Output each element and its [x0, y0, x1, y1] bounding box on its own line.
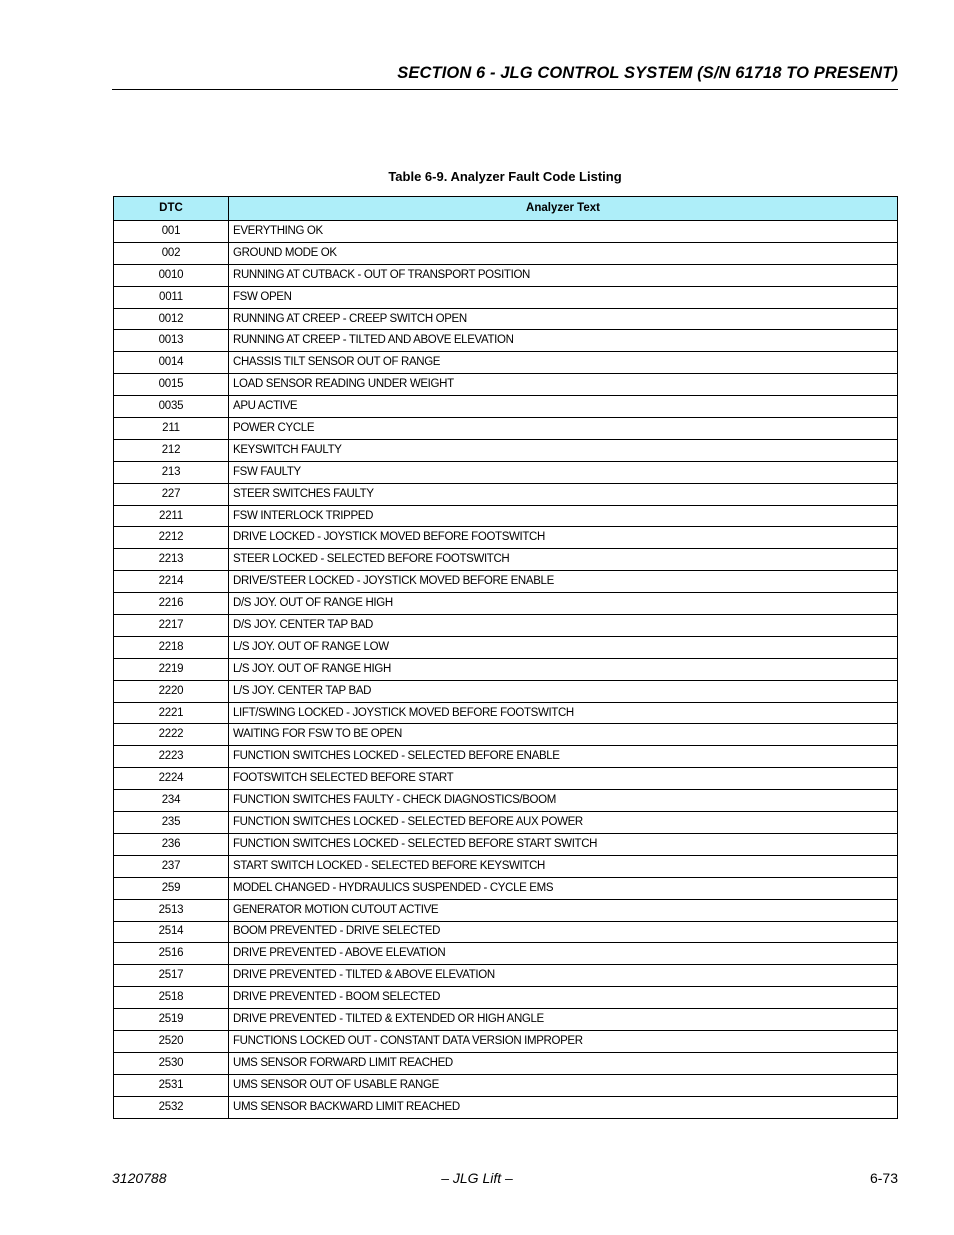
table-row [114, 1052, 898, 1074]
table-row [114, 549, 898, 571]
analyzer-text-cell: L/S JOY. OUT OF RANGE LOW [229, 636, 898, 658]
analyzer-text-cell: FSW INTERLOCK TRIPPED [229, 505, 898, 527]
table-row [114, 461, 898, 483]
dtc-cell: 0010 [114, 264, 229, 286]
analyzer-text-cell: GENERATOR MOTION CUTOUT ACTIVE [229, 899, 898, 921]
table-row [114, 593, 898, 615]
analyzer-text-cell: FOOTSWITCH SELECTED BEFORE START [229, 768, 898, 790]
table-row [114, 943, 898, 965]
table-row [114, 221, 898, 243]
analyzer-text-cell: STEER SWITCHES FAULTY [229, 483, 898, 505]
analyzer-text-cell: RUNNING AT CUTBACK - OUT OF TRANSPORT POSITION [229, 264, 898, 286]
analyzer-text-cell: L/S JOY. OUT OF RANGE HIGH [229, 658, 898, 680]
dtc-cell: 2221 [114, 702, 229, 724]
table-row [114, 812, 898, 834]
table-row [114, 286, 898, 308]
dtc-cell: 001 [114, 221, 229, 243]
table-row [114, 658, 898, 680]
table-row [114, 680, 898, 702]
dtc-cell: 235 [114, 812, 229, 834]
dtc-cell: 2513 [114, 899, 229, 921]
analyzer-text-cell: DRIVE PREVENTED - TILTED & ABOVE ELEVATION [229, 965, 898, 987]
section-title: SECTION 6 - JLG CONTROL SYSTEM (S/N 61718 TO PRESENT) [397, 64, 898, 82]
analyzer-text-cell: L/S JOY. CENTER TAP BAD [229, 680, 898, 702]
dtc-cell: 0035 [114, 396, 229, 418]
analyzer-text-cell: BOOM PREVENTED - DRIVE SELECTED [229, 921, 898, 943]
table-row [114, 352, 898, 374]
analyzer-text-cell: KEYSWITCH FAULTY [229, 439, 898, 461]
dtc-cell: 0013 [114, 330, 229, 352]
analyzer-text-cell: DRIVE PREVENTED - BOOM SELECTED [229, 987, 898, 1009]
dtc-cell: 2211 [114, 505, 229, 527]
table-row [114, 899, 898, 921]
table-row [114, 1074, 898, 1096]
dtc-cell: 2519 [114, 1009, 229, 1031]
analyzer-text-cell: CHASSIS TILT SENSOR OUT OF RANGE [229, 352, 898, 374]
table-row [114, 242, 898, 264]
table-row [114, 571, 898, 593]
table-row [114, 330, 898, 352]
analyzer-text-cell: UMS SENSOR OUT OF USABLE RANGE [229, 1074, 898, 1096]
analyzer-text-cell: UMS SENSOR BACKWARD LIMIT REACHED [229, 1096, 898, 1118]
dtc-cell: 212 [114, 439, 229, 461]
analyzer-text-cell: DRIVE/STEER LOCKED - JOYSTICK MOVED BEFORE ENABLE [229, 571, 898, 593]
table-row [114, 615, 898, 637]
dtc-cell: 0014 [114, 352, 229, 374]
table-row [114, 1009, 898, 1031]
dtc-cell: 2517 [114, 965, 229, 987]
table-row [114, 505, 898, 527]
analyzer-text-cell: DRIVE PREVENTED - ABOVE ELEVATION [229, 943, 898, 965]
analyzer-text-cell: D/S JOY. CENTER TAP BAD [229, 615, 898, 637]
analyzer-text-cell: FSW FAULTY [229, 461, 898, 483]
table-row [114, 877, 898, 899]
dtc-cell: 2224 [114, 768, 229, 790]
dtc-cell: 2520 [114, 1030, 229, 1052]
dtc-cell: 2217 [114, 615, 229, 637]
table-row [114, 439, 898, 461]
analyzer-text-cell: FUNCTION SWITCHES FAULTY - CHECK DIAGNOSTICS/BOOM [229, 790, 898, 812]
analyzer-text-cell: EVERYTHING OK [229, 221, 898, 243]
dtc-cell: 2218 [114, 636, 229, 658]
table-row [114, 527, 898, 549]
analyzer-text-cell: POWER CYCLE [229, 418, 898, 440]
analyzer-text-cell: WAITING FOR FSW TO BE OPEN [229, 724, 898, 746]
analyzer-text-cell: APU ACTIVE [229, 396, 898, 418]
dtc-cell: 2216 [114, 593, 229, 615]
dtc-cell: 2530 [114, 1052, 229, 1074]
analyzer-text-cell: RUNNING AT CREEP - TILTED AND ABOVE ELEVATION [229, 330, 898, 352]
analyzer-text-cell: FUNCTION SWITCHES LOCKED - SELECTED BEFORE AUX POWER [229, 812, 898, 834]
analyzer-text-cell: RUNNING AT CREEP - CREEP SWITCH OPEN [229, 308, 898, 330]
table-row [114, 987, 898, 1009]
analyzer-text-cell: FUNCTION SWITCHES LOCKED - SELECTED BEFORE START SWITCH [229, 833, 898, 855]
table-row [114, 790, 898, 812]
dtc-cell: 2214 [114, 571, 229, 593]
analyzer-text-cell: FSW OPEN [229, 286, 898, 308]
table-row [114, 418, 898, 440]
analyzer-text-cell: STEER LOCKED - SELECTED BEFORE FOOTSWITCH [229, 549, 898, 571]
dtc-cell: 0012 [114, 308, 229, 330]
analyzer-text-cell: DRIVE PREVENTED - TILTED & EXTENDED OR HIGH ANGLE [229, 1009, 898, 1031]
table-row [114, 483, 898, 505]
table-row [114, 768, 898, 790]
dtc-cell: 213 [114, 461, 229, 483]
dtc-cell: 227 [114, 483, 229, 505]
table-row [114, 396, 898, 418]
dtc-cell: 2532 [114, 1096, 229, 1118]
table-row [114, 1030, 898, 1052]
analyzer-text-cell: DRIVE LOCKED - JOYSTICK MOVED BEFORE FOOTSWITCH [229, 527, 898, 549]
analyzer-text-cell: START SWITCH LOCKED - SELECTED BEFORE KEYSWITCH [229, 855, 898, 877]
dtc-cell: 259 [114, 877, 229, 899]
dtc-cell: 0011 [114, 286, 229, 308]
dtc-cell: 2220 [114, 680, 229, 702]
table-row [114, 855, 898, 877]
dtc-cell: 2213 [114, 549, 229, 571]
table-header-row [114, 197, 898, 221]
dtc-cell: 2212 [114, 527, 229, 549]
table-body [114, 221, 898, 1119]
dtc-cell: 2223 [114, 746, 229, 768]
table-row [114, 308, 898, 330]
table-row [114, 833, 898, 855]
dtc-cell: 2219 [114, 658, 229, 680]
dtc-cell: 211 [114, 418, 229, 440]
analyzer-text-cell: FUNCTIONS LOCKED OUT - CONSTANT DATA VERSION IMPROPER [229, 1030, 898, 1052]
dtc-cell: 2518 [114, 987, 229, 1009]
column-header-dtc: DTC [114, 197, 229, 221]
table-row [114, 264, 898, 286]
header-divider [112, 89, 898, 90]
page-number: 6-73 [869, 1170, 898, 1186]
fault-code-table [113, 196, 898, 1119]
dtc-cell: 237 [114, 855, 229, 877]
table-row [114, 1096, 898, 1118]
analyzer-text-cell: UMS SENSOR FORWARD LIMIT REACHED [229, 1052, 898, 1074]
analyzer-text-cell: LOAD SENSOR READING UNDER WEIGHT [229, 374, 898, 396]
dtc-cell: 234 [114, 790, 229, 812]
dtc-cell: 2516 [114, 943, 229, 965]
document-number: 3120788 [112, 1170, 167, 1186]
table-row [114, 724, 898, 746]
table-row [114, 921, 898, 943]
table-caption: Table 6-9. Analyzer Fault Code Listing [388, 169, 622, 184]
table-row [114, 965, 898, 987]
analyzer-text-cell: D/S JOY. OUT OF RANGE HIGH [229, 593, 898, 615]
dtc-cell: 2222 [114, 724, 229, 746]
analyzer-text-cell: FUNCTION SWITCHES LOCKED - SELECTED BEFORE ENABLE [229, 746, 898, 768]
table-row [114, 702, 898, 724]
dtc-cell: 002 [114, 242, 229, 264]
table-row [114, 374, 898, 396]
analyzer-text-cell: MODEL CHANGED - HYDRAULICS SUSPENDED - CYCLE EMS [229, 877, 898, 899]
table-row [114, 746, 898, 768]
dtc-cell: 236 [114, 833, 229, 855]
column-header-analyzer-text: Analyzer Text [229, 197, 898, 221]
table-row [114, 636, 898, 658]
footer-center-text: – JLG Lift – [441, 1170, 513, 1186]
analyzer-text-cell: GROUND MODE OK [229, 242, 898, 264]
dtc-cell: 2514 [114, 921, 229, 943]
dtc-cell: 2531 [114, 1074, 229, 1096]
analyzer-text-cell: LIFT/SWING LOCKED - JOYSTICK MOVED BEFORE FOOTSWITCH [229, 702, 898, 724]
dtc-cell: 0015 [114, 374, 229, 396]
